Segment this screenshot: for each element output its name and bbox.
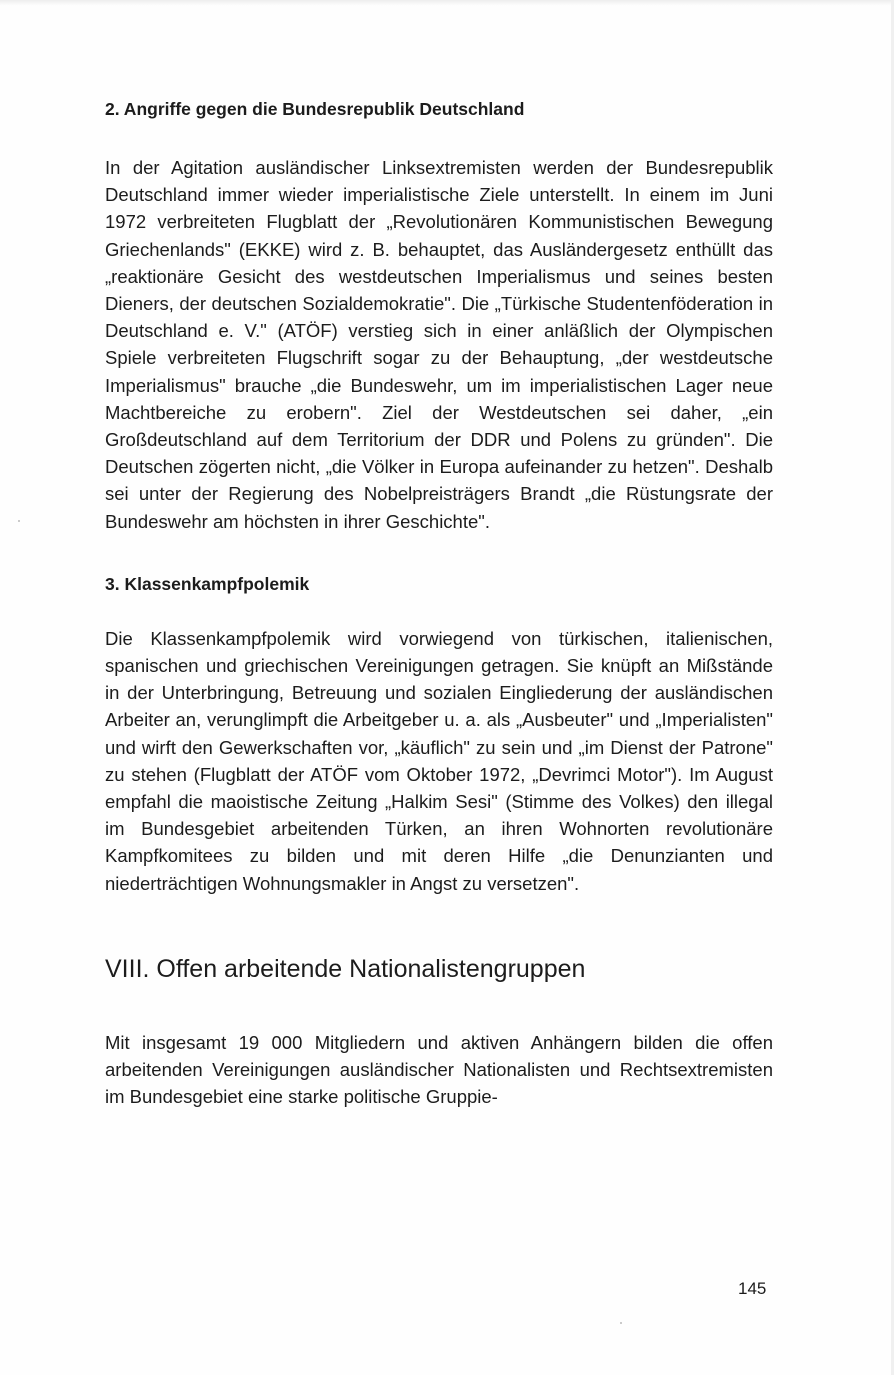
page-number: 145: [738, 1279, 767, 1298]
chapter-8-title: VIII. Offen arbeitende Nationalistengruppen: [105, 954, 586, 983]
section-3-heading: 3. Klassenkampfpolemik: [105, 573, 310, 594]
scan-speck: [18, 520, 20, 522]
page-content: [105, 96, 773, 1110]
scan-speck: [620, 1322, 622, 1324]
page-top-edge: [0, 0, 894, 6]
section-2-heading: 2. Angriffe gegen die Bundesrepublik Deutschland: [105, 99, 525, 119]
chapter-8-paragraph: Mit insgesamt 19 000 Mitgliedern und aktiven Anhängern bilden die offen arbeitenden Vereinigungen ausländischer Nationalisten und Rechtsextremisten im Bundesgebiet eine starke politische Gruppie-: [105, 1031, 773, 1108]
section-3-paragraph: Die Klassenkampfpolemik wird vorwiegend von türkischen, italienischen, spanischen und griechischen Vereinigungen getragen. Sie knüpft an Mißstände in der Unterbringung, Betreuung und sozialen Eingliederung der ausländischen Arbeiter an, verunglimpft die Arbeitgeber u. a. als „Ausbeuter" und „Imperialisten" und wirft den Gewerkschaften vor, „käuflich" zu sein und „im Dienst der Patrone" zu stehen (Flugblatt der ATÖF vom Oktober 1972, „Devrimci Motor"). Im August empfahl die maoistische Zeitung „Halkim Sesi" (Stimme des Volkes) den illegal im Bundesgebiet arbeitenden Türken, an ihren Wohnorten revolutionäre Kampfkomitees zu bilden und mit deren Hilfe „die Denunzianten und niederträchtigen Wohnungsmakler in Angst zu versetzen".: [105, 627, 773, 894]
section-2-paragraph: In der Agitation ausländischer Linksextremisten werden der Bundesrepublik Deutschland immer wieder imperialistische Ziele unterstellt. In einem im Juni 1972 verbreiteten Flugblatt der „Revolutionären Kommunistischen Bewegung Griechenlands" (EKKE) wird z. B. behauptet, das Ausländergesetz enthüllt das „reaktionäre Gesicht des westdeutschen Imperialismus und seines besten Dieners, der deutschen Sozialdemokratie". Die „Türkische Studentenföderation in Deutschland e. V." (ATÖF) verstieg sich in einer anläßlich der Olympischen Spiele verbreiteten Flugschrift sogar zu der Behauptung, „der westdeutsche Imperialismus" brauche „die Bundeswehr, um im imperialistischen Lager neue Machtbereiche zu erobern". Ziel der Westdeutschen sei daher, „ein Großdeutschland auf dem Territorium der DDR und Polens zu gründen". Die Deutschen zögerten nicht, „die Völker in Europa aufeinander zu hetzen". Deshalb sei unter der Regierung des Nobelpreisträgers Brandt „die Rüstungsrate der Bundeswehr am höchsten in ihrer Geschichte".: [105, 157, 773, 532]
